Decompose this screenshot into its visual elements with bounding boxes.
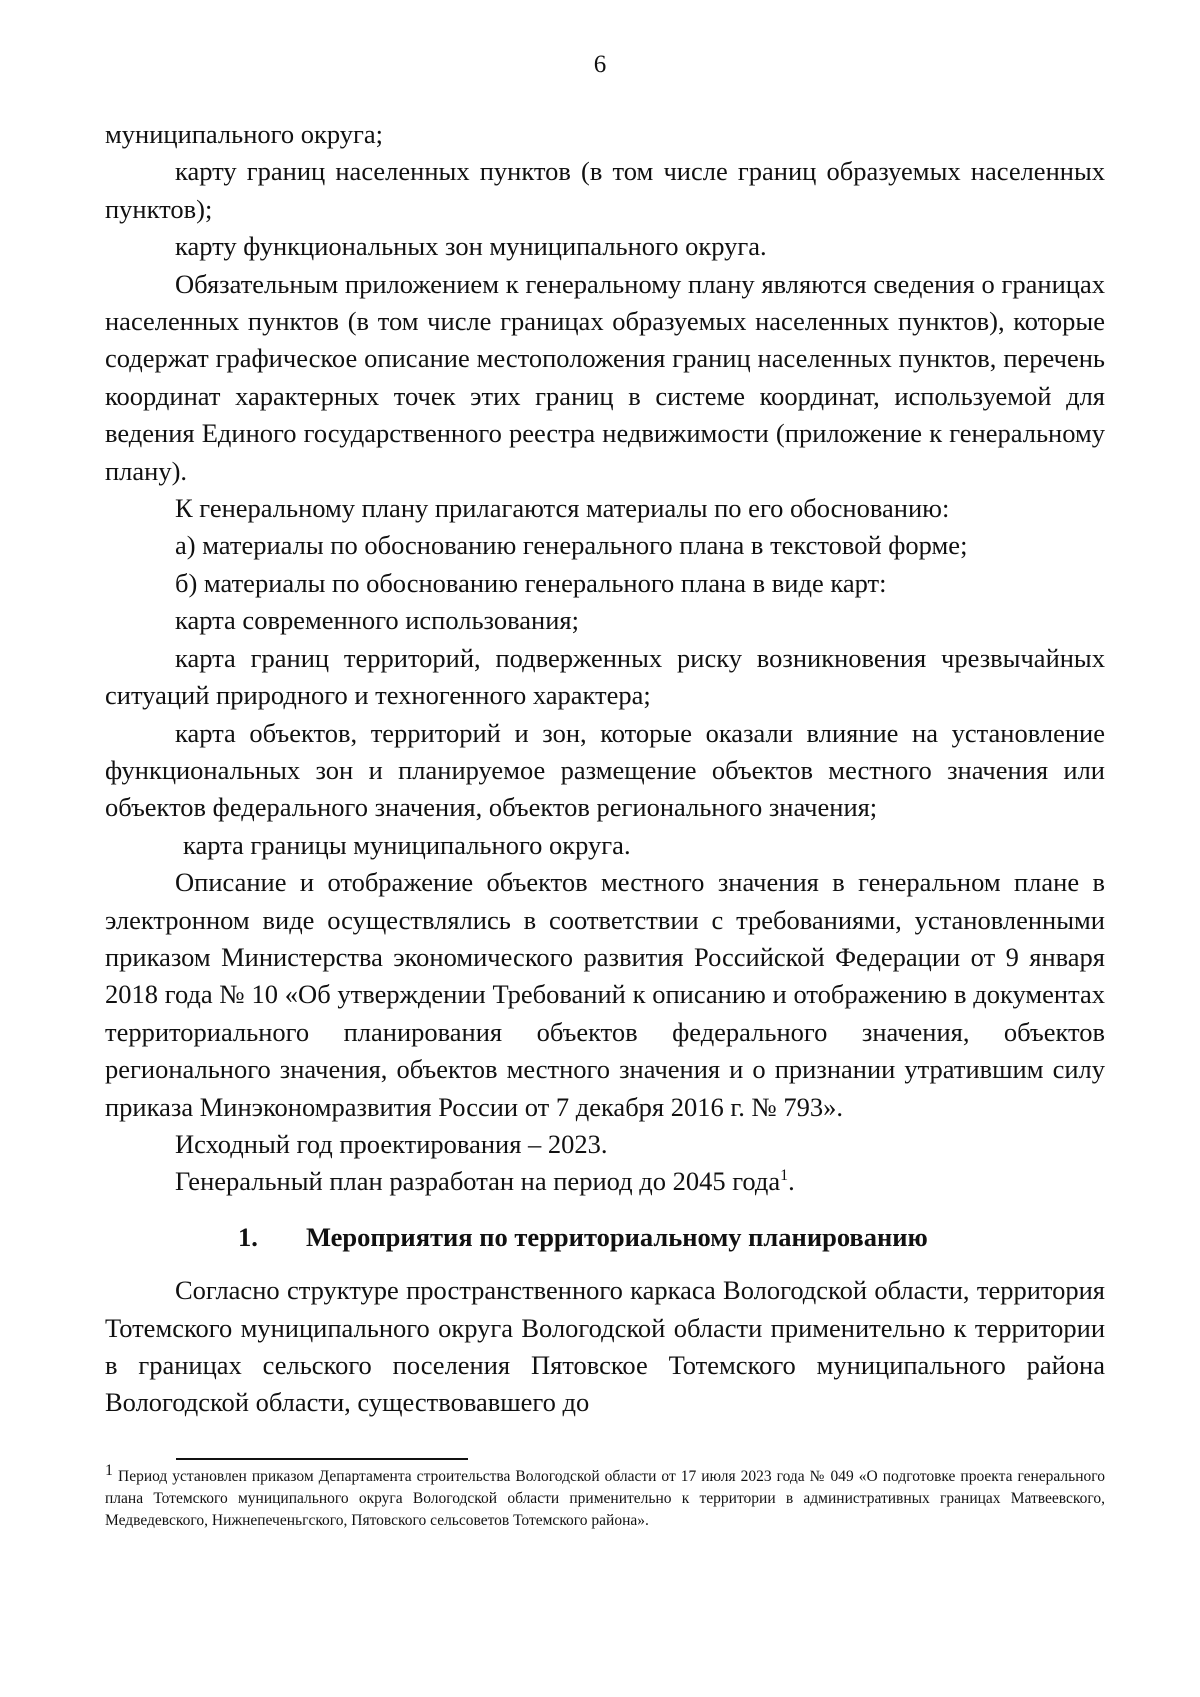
document-body <box>105 116 1105 1422</box>
footnote-text: Период установлен приказом Департамента строительства Вологодской области от 17 июля 2023 года № 049 «О подготовке проекта генерального плана Тотемского муниципального округа Вологодской области применительно к территории в административных границах Матвеевского, Медведевского, Нижнепеченьгского, Пятовского сельсоветов Тотемского района». <box>105 1468 1105 1529</box>
paragraph-map-functional-zones: карту функциональных зон муниципального округа. <box>175 231 767 262</box>
paragraph-electronic-description: Описание и отображение объектов местного значения в генеральном плане в электронном виде осуществлялись в соответствии с требованиями, установленными приказом Министерства экономического развития Российской Федерации от 9 января 2018 года № 10 «Об утверждении Требований к описанию и отображению в документах территориального планирования объектов федерального значения, объектов регионального значения, объектов местного значения и о признании утратившим силу приказа Минэкономразвития России от 7 декабря 2016 г. № 793». <box>105 867 1105 1122</box>
section-number: 1. <box>238 1221 258 1252</box>
paragraph-justification-materials: К генеральному плану прилагаются материалы по его обоснованию: <box>175 493 950 524</box>
paragraph-mandatory-appendix: Обязательным приложением к генеральному плану являются сведения о границах населенных пунктов (в том числе границах образуемых населенных пунктов), которые содержат графическое описание местоположения границ населенных пунктов, перечень координат характерных точек этих границ в системе координат, используемой для ведения Единого государственного реестра недвижимости (приложение к генеральному плану). <box>105 268 1105 486</box>
paragraph-base-year: Исходный год проектирования – 2023. <box>175 1128 608 1159</box>
paragraph-objects-zones-map: карта объектов, территорий и зон, которые оказали влияние на установление функциональных зон и планируемое размещение объектов местного значения или объектов федерального значения, объектов регионального значения; <box>105 717 1105 823</box>
paragraph-district-border-map: карта границы муниципального округа. <box>183 829 631 860</box>
paragraph-item-b: б) материалы по обоснованию генерального плана в виде карт: <box>175 567 887 598</box>
paragraph-spatial-framework: Согласно структуре пространственного каркаса Вологодской области, территория Тотемского муниципального округа Вологодской области применительно к территории в границах сельского поселения Пятовское Тотемского муниципального района Вологодской области, существовавшего до <box>105 1275 1105 1418</box>
paragraph-current-use-map: карта современного использования; <box>175 605 579 636</box>
paragraph-continuation: муниципального округа; <box>105 119 384 149</box>
paragraph-plan-period <box>105 1163 1105 1200</box>
footnote <box>105 1461 1105 1532</box>
section-title: Мероприятия по территориальному планированию <box>306 1221 928 1252</box>
plan-period-end: . <box>788 1166 795 1197</box>
paragraph-emergency-risk-map: карта границ территорий, подверженных риску возникновения чрезвычайных ситуаций природного и техногенного характера; <box>105 642 1105 711</box>
footnote-marker: 1 <box>105 1461 113 1479</box>
section-heading <box>105 1219 1105 1256</box>
page-number: 6 <box>593 51 607 78</box>
paragraph-item-a: а) материалы по обоснованию генерального плана в текстовой форме; <box>175 530 968 561</box>
paragraph-map-settlement-borders: карту границ населенных пунктов (в том числе границ образуемых населенных пунктов); <box>105 156 1105 224</box>
footnote-reference: 1 <box>780 1167 789 1185</box>
plan-period-text: Генеральный план разработан на период до 2045 года <box>175 1166 781 1197</box>
footnote-divider <box>176 1458 468 1460</box>
